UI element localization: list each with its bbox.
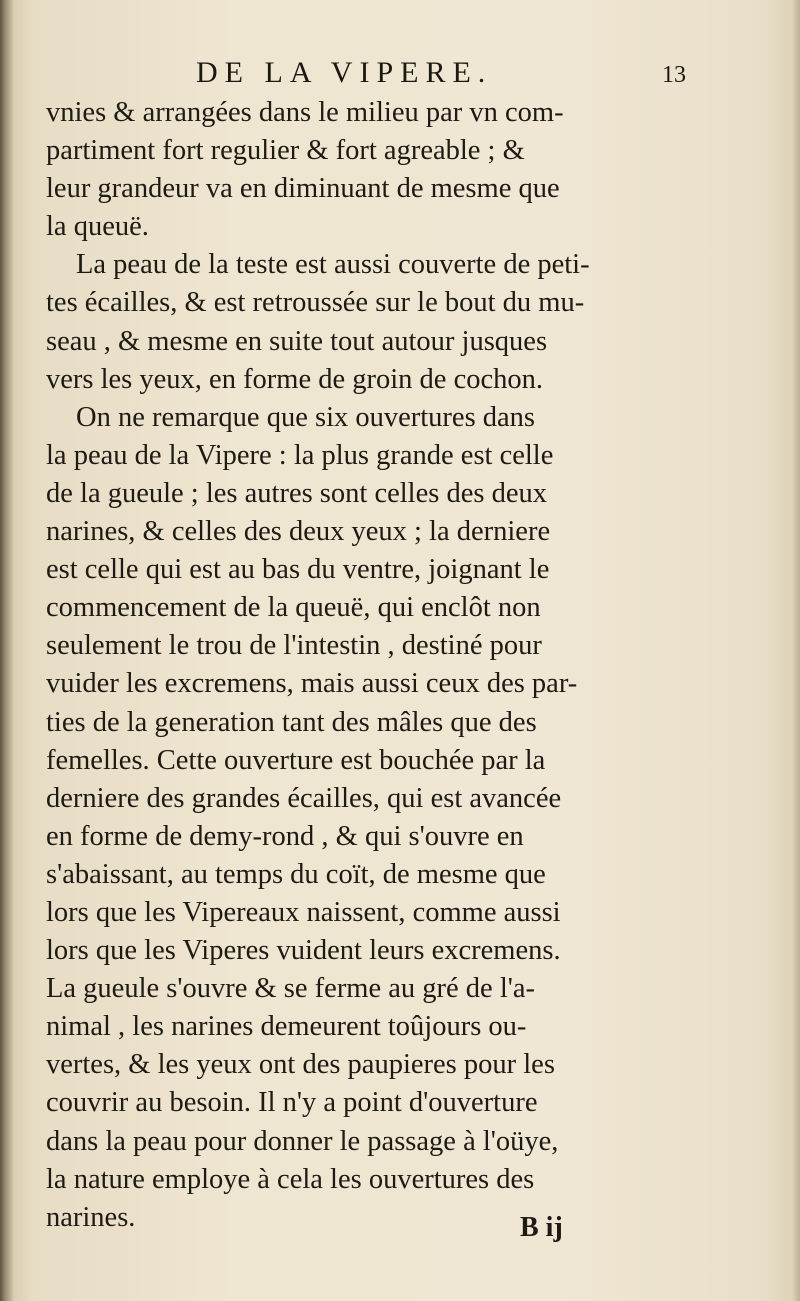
text-line: la nature employe à cela les ouvertures des — [46, 1163, 535, 1195]
text-line: couvrir au besoin. Il n'y a point d'ouverture — [46, 1087, 538, 1119]
text-line: On ne remarque que six ouvertures dans — [76, 401, 536, 433]
text-line: la queuë. — [46, 211, 149, 243]
text-line: vers les yeux, en forme de groin de cochon. — [46, 363, 543, 395]
text-line: seulement le trou de l'intestin , destiné pour — [46, 630, 542, 662]
text-line: dans la peau pour donner le passage à l'oüye, — [46, 1125, 559, 1157]
page-number: 13 — [662, 62, 686, 88]
page-edge — [792, 0, 800, 1301]
text-line: la peau de la Vipere : la plus grande est celle — [46, 439, 554, 471]
text-line: leur grandeur va en diminuant de mesme que — [46, 173, 560, 205]
text-line: seau , & mesme en suite tout autour jusques — [46, 325, 548, 357]
text-line: partiment fort regulier & fort agreable ; & — [46, 135, 525, 167]
page-gutter-shadow — [0, 0, 14, 1301]
text-line: narines. — [46, 1201, 136, 1233]
text-line: tes écailles, & est retroussée sur le bout du mu- — [46, 287, 585, 319]
text-line: nimal , les narines demeurent toûjours ou- — [46, 1011, 527, 1043]
signature-mark: B ij — [520, 1212, 563, 1243]
text-line: derniere des grandes écailles, qui est avancée — [46, 782, 562, 814]
text-line: vnies & arrangées dans le milieu par vn com- — [46, 97, 564, 128]
text-line: La gueule s'ouvre & se ferme au gré de l'a- — [46, 973, 536, 1005]
text-line: ties de la generation tant des mâles que des — [46, 706, 537, 738]
text-line: lors que les Vipereaux naissent, comme aussi — [46, 896, 561, 928]
text-line: est celle qui est au bas du ventre, joignant le — [46, 554, 550, 586]
text-line: narines, & celles des deux yeux ; la derniere — [46, 516, 551, 548]
text-line: lors que les Viperes vuident leurs excremens. — [46, 935, 561, 967]
text-line: en forme de demy-rond , & qui s'ouvre en — [46, 820, 524, 852]
text-line: vuider les excremens, mais aussi ceux des par- — [46, 668, 578, 700]
text-line: La peau de la teste est aussi couverte de peti- — [76, 249, 590, 281]
text-line: s'abaissant, au temps du coït, de mesme que — [46, 858, 546, 890]
text-line: vertes, & les yeux ont des paupieres pour les — [46, 1049, 555, 1081]
text-line: de la gueule ; les autres sont celles des deux — [46, 477, 547, 509]
text-line: commencement de la queuë, qui enclôt non — [46, 592, 541, 624]
page-header — [46, 56, 686, 96]
text-line: femelles. Cette ouverture est bouchée par la — [46, 744, 546, 776]
body-text — [46, 94, 686, 1237]
running-title: DE LA VIPERE. — [196, 56, 493, 89]
